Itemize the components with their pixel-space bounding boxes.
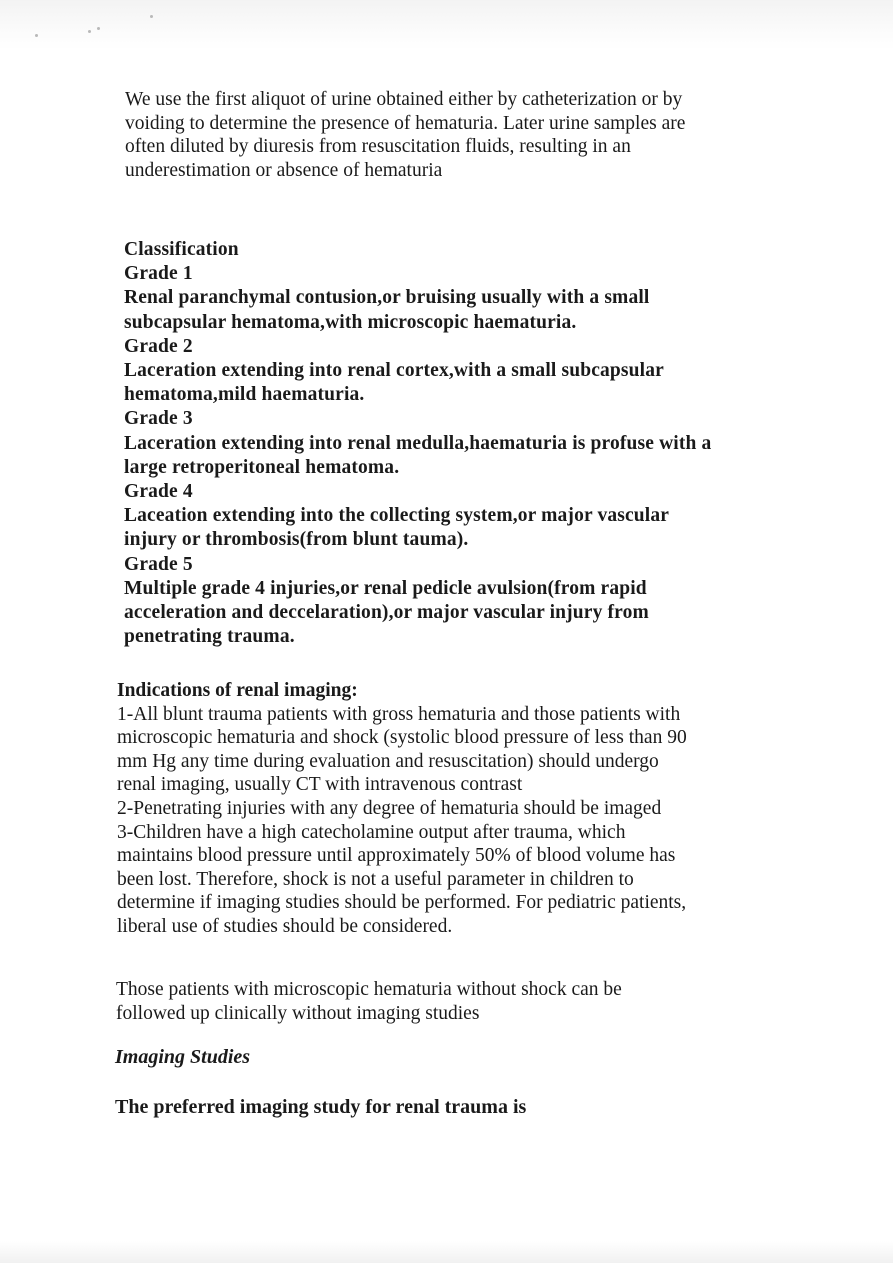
text-line: renal imaging, usually CT with intravenous contrast xyxy=(117,774,523,796)
text-line: We use the first aliquot of urine obtained either by catheterization or by xyxy=(125,89,683,110)
grade-4-text: injury or thrombosis(from blunt tauma). xyxy=(124,529,469,551)
grade-5-text: penetrating trauma. xyxy=(124,626,295,648)
text-line: 1-All blunt trauma patients with gross hematuria and those patients with xyxy=(117,703,681,725)
grade-4-title: Grade 4 xyxy=(124,481,193,503)
text-line: underestimation or absence of hematuria xyxy=(125,159,443,181)
followup-paragraph xyxy=(116,978,622,1025)
grade-1-title: Grade 1 xyxy=(124,263,193,285)
grade-5-title: Grade 5 xyxy=(124,553,193,575)
text-line: 2-Penetrating injuries with any degree of hematuria should be imaged xyxy=(117,797,662,819)
grade-5-text: acceleration and deccelaration),or major vascular injury from xyxy=(124,602,649,624)
text-line: Those patients with microscopic hematuria without shock can be xyxy=(116,979,622,1000)
text-line: mm Hg any time during evaluation and resuscitation) should undergo xyxy=(117,750,659,772)
grade-3-text: Laceration extending into renal medulla,haematuria is profuse with a xyxy=(124,432,712,454)
indications-section xyxy=(117,679,687,939)
intro-paragraph xyxy=(125,88,685,182)
grade-1-text: Renal paranchymal contusion,or bruising usually with a small xyxy=(124,287,650,309)
grade-2-title: Grade 2 xyxy=(124,335,193,357)
text-line: followed up clinically without imaging studies xyxy=(116,1002,480,1024)
text-line: 3-Children have a high catecholamine output after trauma, which xyxy=(117,821,626,843)
grade-3-text: large retroperitoneal hematoma. xyxy=(124,456,400,478)
classification-section xyxy=(124,238,711,649)
indications-heading: Indications of renal imaging: xyxy=(117,680,358,701)
classification-heading: Classification xyxy=(124,239,239,260)
grade-1-text: subcapsular hematoma,with microscopic haematuria. xyxy=(124,311,577,333)
grade-2-text: hematoma,mild haematuria. xyxy=(124,384,365,406)
section-heading: Imaging Studies xyxy=(115,1046,251,1068)
text-line: The preferred imaging study for renal trauma is xyxy=(115,1096,527,1118)
grade-5-text: Multiple grade 4 injuries,or renal pedicle avulsion(from rapid xyxy=(124,577,647,599)
text-line: voiding to determine the presence of hematuria. Later urine samples are xyxy=(125,112,686,134)
text-line: maintains blood pressure until approximately 50% of blood volume has xyxy=(117,845,676,867)
text-line: microscopic hematuria and shock (systolic blood pressure of less than 90 xyxy=(117,727,687,749)
text-line: often diluted by diuresis from resuscitation fluids, resulting in an xyxy=(125,136,631,158)
grade-3-title: Grade 3 xyxy=(124,408,193,430)
preferred-imaging-text xyxy=(115,1096,526,1120)
text-line: liberal use of studies should be considered. xyxy=(117,915,453,937)
text-line: been lost. Therefore, shock is not a useful parameter in children to xyxy=(117,868,634,890)
grade-2-text: Laceration extending into renal cortex,with a small subcapsular xyxy=(124,360,664,382)
text-line: determine if imaging studies should be performed. For pediatric patients, xyxy=(117,892,687,914)
imaging-studies-heading xyxy=(115,1046,250,1070)
grade-4-text: Laceation extending into the collecting system,or major vascular xyxy=(124,505,670,527)
